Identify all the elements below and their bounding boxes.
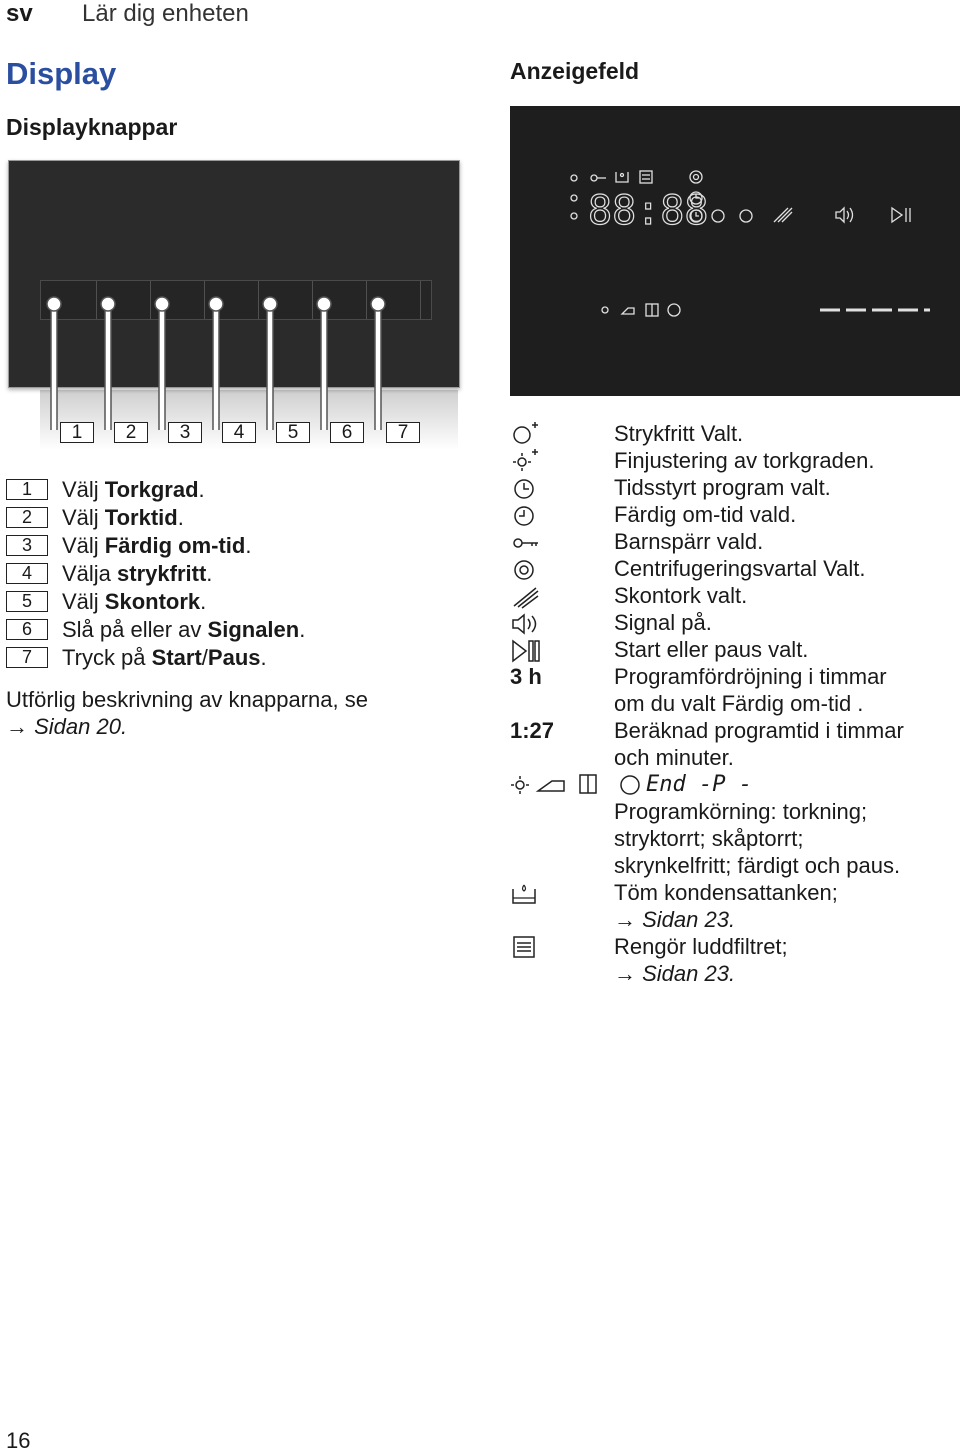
wool-icon — [510, 582, 610, 609]
legend-text: Barnspärr vald. — [614, 529, 764, 554]
legend-item-duration — [510, 717, 960, 771]
legend-bold-text: Torkgrad — [104, 477, 199, 502]
key-icon — [510, 528, 610, 555]
legend-text-end: . — [260, 645, 267, 670]
legend-text: Rengör luddfiltret; — [614, 934, 788, 959]
legend-item-program-status — [510, 771, 960, 879]
legend-item-speaker — [510, 609, 960, 636]
legend-item-water-tank — [510, 879, 960, 933]
duration-label: 1:27 — [510, 718, 555, 743]
legend-row-2 — [6, 504, 476, 532]
chapter-title: Lär dig enheten — [82, 0, 249, 27]
button-number-3: 3 — [168, 422, 202, 443]
clock-end-icon — [510, 501, 610, 528]
legend-text: stryktorrt; skåptorrt; — [614, 826, 804, 851]
legend-row-4 — [6, 560, 476, 588]
button-number-4: 4 — [222, 422, 256, 443]
legend-bold-text: Signalen — [207, 617, 300, 642]
seven-segment-digits: 88:88 — [588, 188, 709, 234]
legend-item-play-pause — [510, 636, 960, 663]
legend-text: Välj — [62, 533, 105, 558]
shirt-plus-icon — [510, 420, 610, 447]
legend-number: 5 — [6, 591, 48, 612]
legend-text: Start eller paus valt. — [614, 637, 809, 662]
legend-item-delay — [510, 663, 960, 717]
button-legend — [6, 476, 476, 672]
legend-bold-text: Torktid — [104, 505, 178, 530]
display-field-illustration — [510, 106, 960, 396]
legend-number: 6 — [6, 619, 48, 640]
legend-text: skrynkelfritt; färdigt och paus. — [614, 853, 901, 878]
legend-text: Välj — [62, 589, 105, 614]
legend-text: Finjustering av torkgraden. — [614, 448, 875, 473]
legend-bold-text-2: Paus — [207, 645, 261, 670]
legend-row-6 — [6, 616, 476, 644]
display-field-heading: Anzeigefeld — [510, 58, 640, 84]
reference-note — [6, 686, 446, 740]
arrow-icon: → — [6, 714, 28, 739]
legend-link-row — [614, 960, 960, 987]
legend-text: Skontork valt. — [614, 583, 748, 608]
legend-text: Tryck på — [62, 645, 152, 670]
button-number-2: 2 — [114, 422, 148, 443]
legend-text: Beräknad programtid i timmar — [614, 718, 904, 743]
legend-number: 4 — [6, 563, 48, 584]
legend-text: Välja — [62, 561, 118, 586]
page-number: 16 — [6, 1428, 31, 1453]
legend-text-end: . — [177, 505, 184, 530]
water-tank-icon — [510, 879, 610, 906]
legend-row-5 — [6, 588, 476, 616]
legend-text: Välj — [62, 477, 105, 502]
legend-text-end: . — [299, 617, 306, 642]
language-code: sv — [6, 0, 33, 27]
callout-lines — [0, 290, 470, 430]
legend-text: Signal på. — [614, 610, 712, 635]
button-number-5: 5 — [276, 422, 310, 443]
legend-separator: / — [201, 645, 208, 670]
legend-text-end: . — [245, 533, 252, 558]
display-icons — [510, 106, 960, 396]
legend-text: Slå på eller av — [62, 617, 208, 642]
legend-item-sun-plus — [510, 447, 960, 474]
legend-text: Välj — [62, 505, 105, 530]
legend-number: 1 — [6, 479, 48, 500]
legend-item-lint-filter — [510, 933, 960, 987]
section-title: Display — [6, 56, 117, 91]
legend-bold-text: Skontork — [104, 589, 201, 614]
clock-icon — [510, 474, 610, 501]
legend-text: Centrifugeringsvartal Valt. — [614, 556, 866, 581]
legend-row-7 — [6, 644, 476, 672]
program-status-icons — [510, 771, 640, 798]
legend-text-end: . — [198, 477, 205, 502]
page-reference-link[interactable]: Sidan 23. — [642, 961, 736, 986]
sun-plus-icon — [510, 447, 610, 474]
legend-text: Töm kondensattanken; — [614, 880, 838, 905]
legend-text-end: . — [206, 561, 213, 586]
page-reference-link[interactable]: Sidan 23. — [642, 907, 736, 932]
arrow-icon: → — [614, 961, 636, 986]
display-buttons-heading: Displayknappar — [6, 114, 178, 140]
legend-row-1 — [6, 476, 476, 504]
arrow-icon: → — [614, 907, 636, 932]
end-pause-sequence: End -P - — [646, 772, 752, 797]
legend-text: Strykfritt Valt. — [614, 421, 744, 446]
legend-item-spin — [510, 555, 960, 582]
legend-text: Färdig om-tid vald. — [614, 502, 797, 527]
play-pause-icon — [510, 636, 610, 663]
legend-number: 7 — [6, 647, 48, 668]
legend-bold-text: Färdig om-tid — [104, 533, 246, 558]
legend-text-end: . — [200, 589, 207, 614]
legend-bold-text: Start — [151, 645, 202, 670]
page-reference-link[interactable]: Sidan 20. — [34, 714, 128, 739]
display-legend — [510, 420, 960, 987]
legend-number: 2 — [6, 507, 48, 528]
spin-icon — [510, 555, 610, 582]
lint-filter-icon — [510, 933, 610, 960]
legend-item-clock-end — [510, 501, 960, 528]
legend-item-clock — [510, 474, 960, 501]
delay-label: 3 h — [510, 664, 542, 689]
legend-item-shirt-plus — [510, 420, 960, 447]
button-number-6: 6 — [330, 422, 364, 443]
legend-row-3 — [6, 532, 476, 560]
legend-item-key — [510, 528, 960, 555]
legend-text: Tidsstyrt program valt. — [614, 475, 831, 500]
button-number-7: 7 — [386, 422, 420, 443]
legend-text: Programkörning: torkning; — [614, 799, 868, 824]
speaker-icon — [510, 609, 610, 636]
legend-item-wool — [510, 582, 960, 609]
legend-text: och minuter. — [614, 745, 734, 770]
legend-text: Programfördröjning i timmar — [614, 664, 887, 689]
button-number-1: 1 — [60, 422, 94, 443]
legend-link-row — [614, 906, 960, 933]
legend-text: om du valt Färdig om-tid . — [614, 691, 864, 716]
legend-bold-text: strykfritt — [117, 561, 207, 586]
note-text: Utförlig beskrivning av knapparna, se — [6, 687, 368, 712]
legend-number: 3 — [6, 535, 48, 556]
